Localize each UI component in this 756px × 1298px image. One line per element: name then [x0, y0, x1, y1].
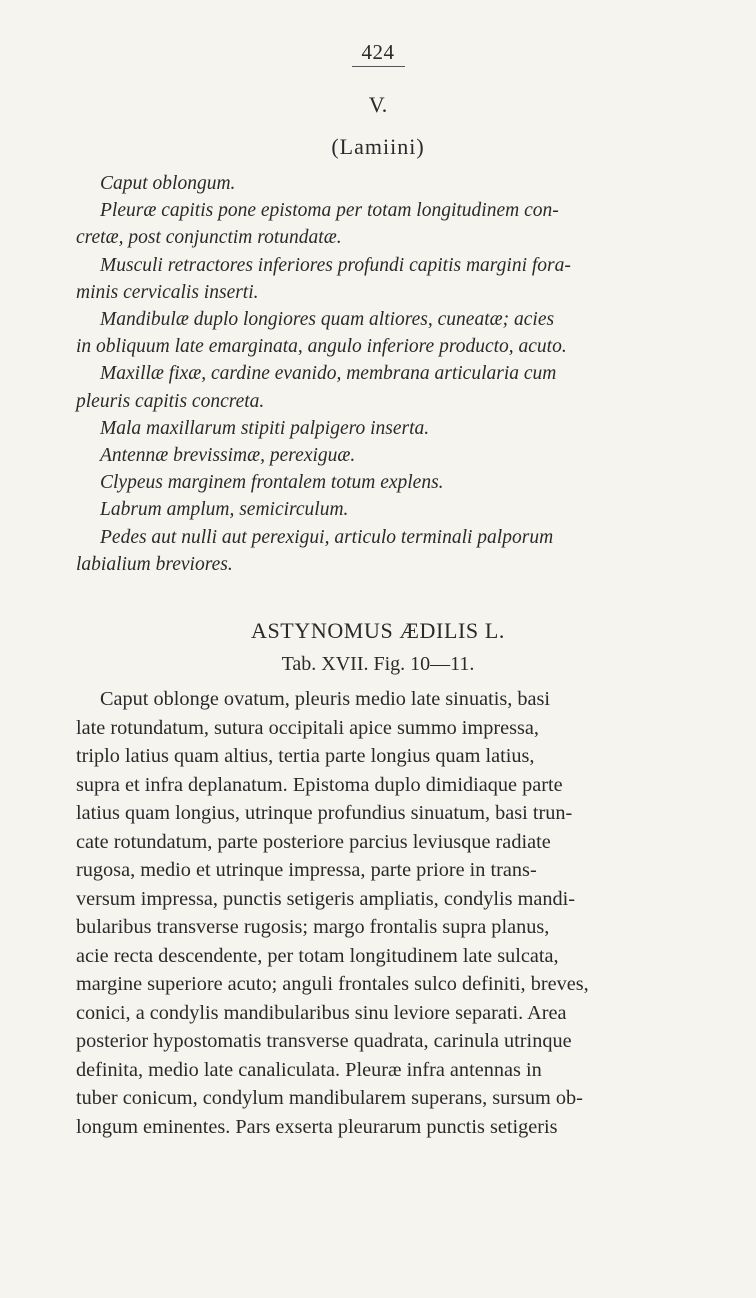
- description-line: longum eminentes. Pars exserta pleurarum punctis setigeris: [76, 1115, 558, 1138]
- diagnosis-paragraph: [76, 496, 716, 523]
- description-line: posterior hypostomatis transverse quadrata, carinula utrinque: [76, 1030, 572, 1052]
- diagnosis-line: Pedes aut nulli aut perexigui, articulo terminali palporum: [100, 526, 554, 548]
- diagnosis-line: Musculi retractores inferiores profundi capitis margini fora-: [100, 254, 571, 276]
- diagnosis-line: in obliquum late emarginata, angulo inferiore producto, acuto.: [76, 336, 567, 358]
- diagnosis-line: Mala maxillarum stipiti palpigero inserta.: [100, 417, 430, 439]
- description-line: margine superiore acuto; anguli frontales sulco definiti, breves,: [76, 973, 589, 995]
- diagnosis-paragraph: [76, 469, 716, 496]
- page-number: 424: [0, 40, 756, 67]
- description-line: tuber conicum, condylum mandibularem superans, sursum ob-: [76, 1087, 583, 1109]
- section-subtitle: (Lamiini): [331, 134, 425, 159]
- description-line: latius quam longius, utrinque profundius sinuatum, basi trun-: [76, 802, 573, 824]
- diagnosis-line: pleuris capitis concreta.: [76, 390, 265, 412]
- diagnosis-paragraph: [76, 306, 716, 360]
- diagnosis-line: Labrum amplum, semicirculum.: [100, 499, 349, 521]
- description-line: bularibus transverse rugosis; margo frontalis supra planus,: [76, 916, 550, 938]
- description-line: supra et infra deplanatum. Epistoma duplo dimidiaque parte: [76, 773, 563, 796]
- description-line: cate rotundatum, parte posteriore parcius leviusque radiate: [76, 830, 551, 853]
- description-line: versum impressa, punctis setigeris ampliatis, condylis mandi-: [76, 887, 576, 910]
- diagnosis-paragraph: [76, 360, 716, 414]
- diagnosis-paragraph: [76, 170, 716, 197]
- diagnosis-line: cretæ, post conjunctim rotundatæ.: [76, 227, 342, 249]
- description-line: definita, medio late canaliculata. Pleuræ infra antennas in: [76, 1058, 542, 1081]
- diagnosis-block: [76, 170, 716, 578]
- diagnosis-paragraph: [76, 524, 716, 578]
- diagnosis-line: Maxillæ fixæ, cardine evanido, membrana articularia cum: [100, 363, 557, 385]
- diagnosis-line: Mandibulæ duplo longiores quam altiores, cuneatæ; acies: [100, 309, 555, 331]
- description-line: triplo latius quam altius, tertia parte longius quam latius,: [76, 745, 535, 767]
- diagnosis-line: Caput oblongum.: [100, 173, 236, 194]
- diagnosis-paragraph: [76, 252, 716, 306]
- description-text: [76, 685, 716, 1141]
- description-line: rugosa, medio et utrinque impressa, parte priore in trans-: [76, 859, 537, 881]
- diagnosis-paragraph: [76, 197, 716, 251]
- section-numeral: V.: [368, 92, 388, 117]
- diagnosis-line: Antennæ brevissimæ, perexiguæ.: [100, 445, 356, 467]
- description-line: acie recta descendente, per totam longitudinem late sulcata,: [76, 944, 559, 967]
- diagnosis-line: labialium breviores.: [76, 553, 233, 575]
- species-heading: ASTYNOMUS ÆDILIS L.: [250, 618, 506, 643]
- diagnosis-line: minis cervicalis inserti.: [76, 281, 259, 303]
- diagnosis-paragraph: [76, 415, 716, 442]
- description-line: late rotundatum, sutura occipitali apice summo impressa,: [76, 716, 539, 739]
- diagnosis-line: Pleuræ capitis pone epistoma per totam longitudinem con-: [100, 200, 559, 222]
- diagnosis-line: Clypeus marginem frontalem totum explens.: [100, 472, 444, 494]
- description-line: Caput oblonge ovatum, pleuris medio late sinuatis, basi: [100, 688, 551, 710]
- plate-reference: Tab. XVII. Fig. 10—11.: [281, 653, 475, 675]
- description-line: conici, a condylis mandibularibus sinu leviore separati. Area: [76, 1001, 567, 1024]
- diagnosis-paragraph: [76, 442, 716, 469]
